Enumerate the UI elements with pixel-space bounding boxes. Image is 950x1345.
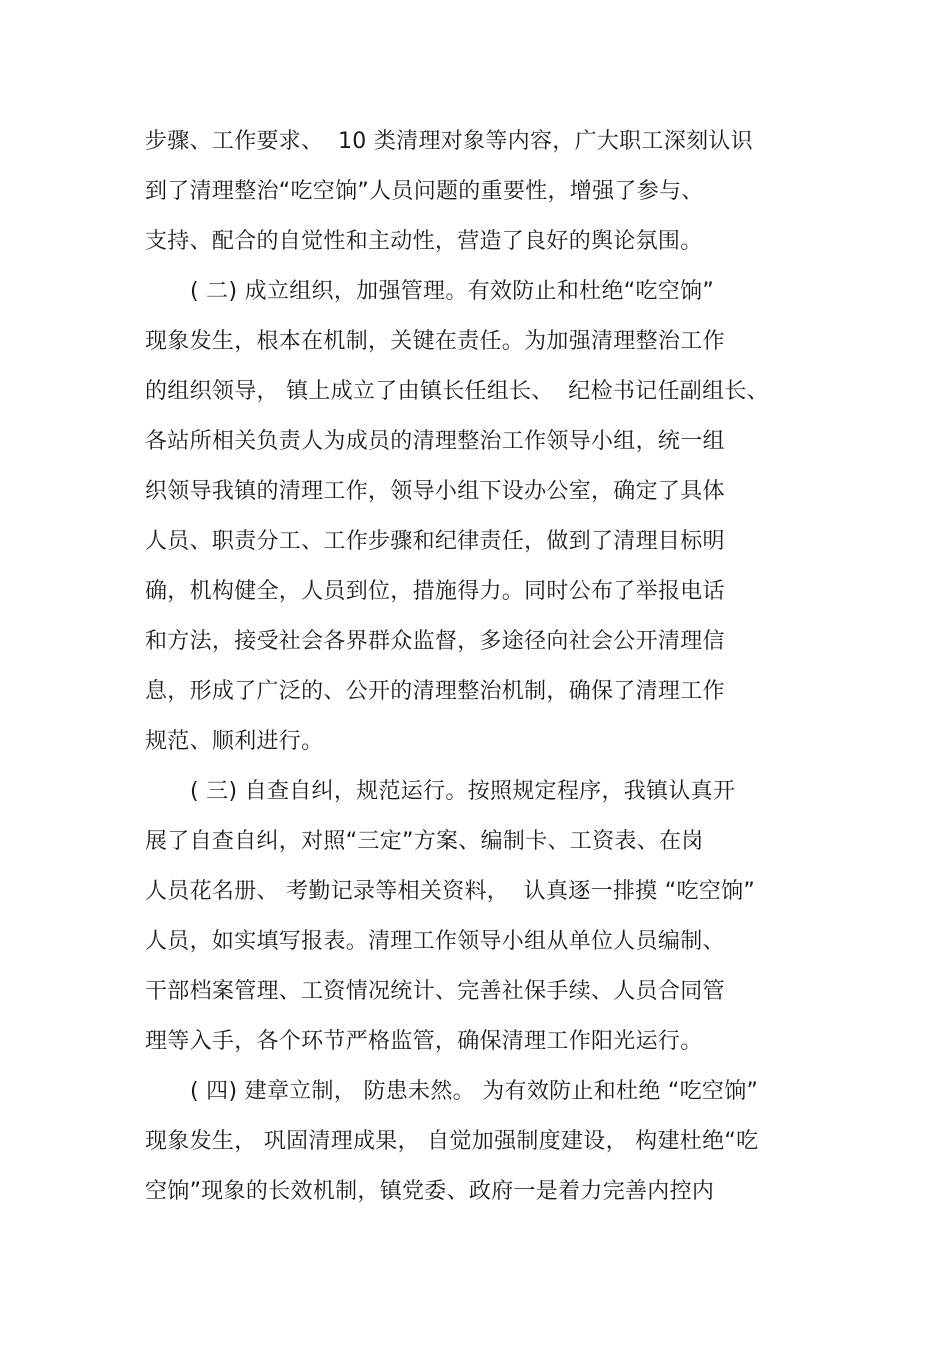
text-line-7: 各站所相关负责人为成员的清理整治工作领导小组，统一组 (145, 429, 725, 454)
text-line-14: ( 三) 自查自纠，规范运行。按照规定程序，我镇认真开 (190, 779, 736, 804)
text-line-1: 步骤、工作要求、 10 类清理对象等内容，广大职工深刻认识 (145, 129, 753, 154)
text-line-6: 的组织领导， 镇上成立了由镇长任组长、 纪检书记任副组长、 (145, 379, 769, 404)
text-line-16: 人员花名册、 考勤记录等相关资料， 认真逐一排摸 “吃空饷” (145, 879, 756, 904)
text-line-19: 理等入手，各个环节严格监管，确保清理工作阳光运行。 (145, 1029, 703, 1054)
text-line-10: 确，机构健全，人员到位，措施得力。同时公布了举报电话 (145, 579, 725, 604)
text-line-11: 和方法，接受社会各界群众监督，多途径向社会公开清理信 (145, 629, 725, 654)
text-line-15: 展了自查自纠，对照“三定”方案、编制卡、工资表、在岗 (145, 829, 704, 854)
text-line-8: 织领导我镇的清理工作，领导小组下设办公室，确定了具体 (145, 479, 725, 504)
text-line-13: 规范、顺利进行。 (145, 729, 324, 754)
text-line-20: ( 四) 建章立制， 防患未然。 为有效防止和杜绝 “吃空饷” (190, 1079, 759, 1104)
text-line-21: 现象发生， 巩固清理成果， 自觉加强制度建设， 构建杜绝“吃 (145, 1129, 759, 1154)
text-line-17: 人员，如实填写报表。清理工作领导小组从单位人员编制、 (145, 929, 725, 954)
text-line-9: 人员、职责分工、工作步骤和纪律责任，做到了清理目标明 (145, 529, 725, 554)
text-line-18: 干部档案管理、工资情况统计、完善社保手续、人员合同管 (145, 979, 725, 1004)
text-line-5: 现象发生，根本在机制，关键在责任。为加强清理整治工作 (145, 329, 725, 354)
text-line-3: 支持、配合的自觉性和主动性，营造了良好的舆论氛围。 (145, 229, 703, 254)
text-line-22: 空饷”现象的长效机制，镇党委、政府一是着力完善内控内 (145, 1179, 715, 1204)
text-line-12: 息，形成了广泛的、公开的清理整治机制，确保了清理工作 (145, 679, 725, 704)
text-line-4: ( 二) 成立组织，加强管理。有效防止和杜绝“吃空饷” (190, 279, 715, 304)
text-line-2: 到了清理整治“吃空饷”人员问题的重要性，增强了参与、 (145, 179, 704, 204)
